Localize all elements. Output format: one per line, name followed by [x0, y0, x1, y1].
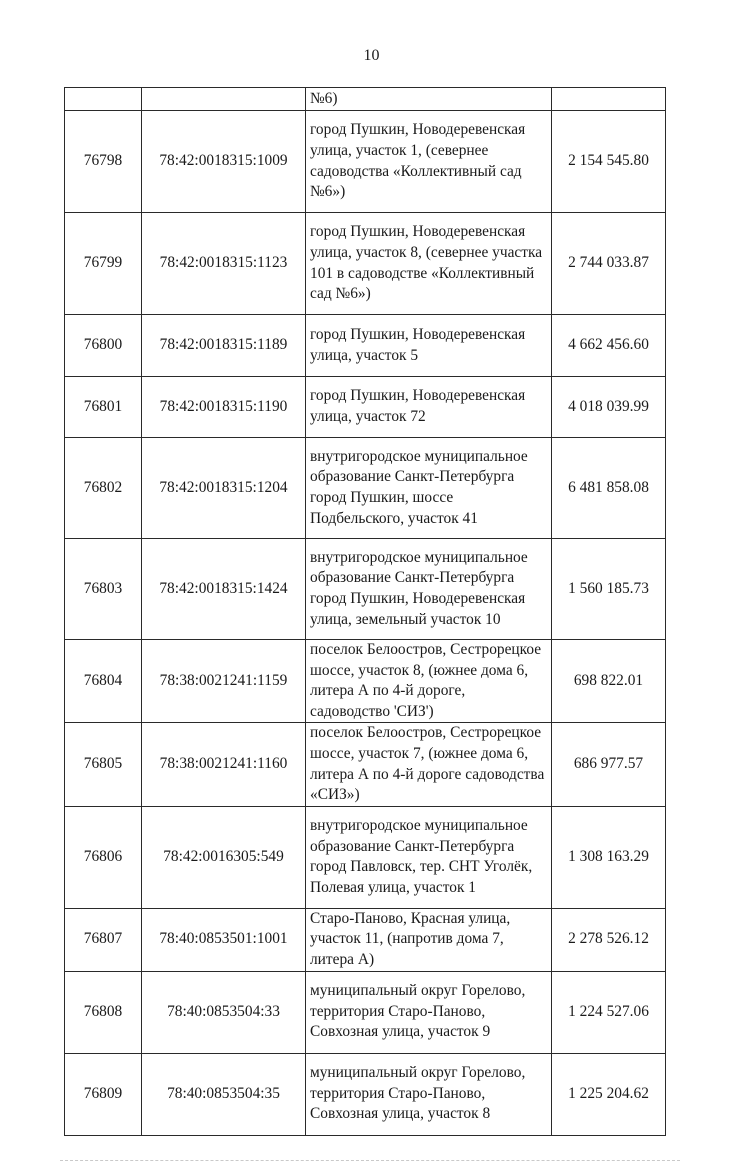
cadastral-value-cell: 686 977.57: [552, 723, 666, 806]
row-number-cell: 76801: [65, 377, 142, 438]
row-number-cell: 76806: [65, 806, 142, 908]
address-cell: поселок Белоостров, Сестрорецкое шоссе, участок 7, (южнее дома 6, литера А по 4-й дороге садоводства «СИЗ»): [306, 723, 552, 806]
cadastral-number-cell: 78:40:0853504:33: [142, 971, 306, 1053]
address-cell: №6): [306, 88, 552, 111]
address-cell: поселок Белоостров, Сестрорецкое шоссе, участок 8, (южнее дома 6, литера А по 4-й дороге, садоводство 'СИЗ'): [306, 640, 552, 723]
table-row: [65, 111, 666, 213]
cadastral-value-cell: 2 154 545.80: [552, 111, 666, 213]
cadastral-value-table: [64, 87, 666, 1136]
row-number-cell: 76809: [65, 1053, 142, 1135]
page-number: 10: [363, 47, 380, 64]
row-number-cell: 76803: [65, 539, 142, 640]
table-row: [65, 971, 666, 1053]
cadastral-value-cell: 1 308 163.29: [552, 806, 666, 908]
cadastral-value-cell: 1 224 527.06: [552, 971, 666, 1053]
cadastral-value-cell: 4 662 456.60: [552, 315, 666, 377]
table-row: [65, 539, 666, 640]
address-cell: Старо-Паново, Красная улица, участок 11, (напротив дома 7, литера А): [306, 908, 552, 971]
table-row: [65, 640, 666, 723]
cadastral-value-cell: 1 560 185.73: [552, 539, 666, 640]
row-number-cell: 76805: [65, 723, 142, 806]
table-row: [65, 806, 666, 908]
row-number-cell: 76808: [65, 971, 142, 1053]
row-number-cell: 76807: [65, 908, 142, 971]
table-row: [65, 438, 666, 539]
cadastral-value-cell: 6 481 858.08: [552, 438, 666, 539]
row-number-cell: 76802: [65, 438, 142, 539]
address-cell: город Пушкин, Новодеревенская улица, участок 72: [306, 377, 552, 438]
cadastral-number-cell: 78:42:0018315:1009: [142, 111, 306, 213]
cadastral-value-cell: 4 018 039.99: [552, 377, 666, 438]
cadastral-number-cell: 78:42:0018315:1123: [142, 213, 306, 315]
cadastral-number-cell: 78:42:0018315:1190: [142, 377, 306, 438]
address-cell: муниципальный округ Горелово, территория Старо-Паново, Совхозная улица, участок 8: [306, 1053, 552, 1135]
cadastral-number-cell: 78:42:0016305:549: [142, 806, 306, 908]
cadastral-value-cell: 1 225 204.62: [552, 1053, 666, 1135]
address-cell: город Пушкин, Новодеревенская улица, участок 8, (севернее участка 101 в садоводстве «Коллективный сад №6»): [306, 213, 552, 315]
cadastral-value-cell: 2 278 526.12: [552, 908, 666, 971]
table-row: [65, 213, 666, 315]
address-cell: город Пушкин, Новодеревенская улица, участок 5: [306, 315, 552, 377]
cadastral-value-cell: [552, 88, 666, 111]
address-cell: внутригородское муниципальное образование Санкт-Петербурга город Павловск, тер. СНТ Уголёк, Полевая улица, участок 1: [306, 806, 552, 908]
cadastral-number-cell: 78:38:0021241:1159: [142, 640, 306, 723]
row-number-cell: [65, 88, 142, 111]
address-cell: муниципальный округ Горелово, территория Старо-Паново, Совхозная улица, участок 9: [306, 971, 552, 1053]
address-cell: город Пушкин, Новодеревенская улица, участок 1, (севернее садоводства «Коллективный сад №6»): [306, 111, 552, 213]
cadastral-number-cell: [142, 88, 306, 111]
cadastral-value-cell: 698 822.01: [552, 640, 666, 723]
address-cell: внутригородское муниципальное образование Санкт-Петербурга город Пушкин, Новодеревенская улица, земельный участок 10: [306, 539, 552, 640]
row-number-cell: 76804: [65, 640, 142, 723]
cadastral-number-cell: 78:40:0853504:35: [142, 1053, 306, 1135]
cadastral-number-cell: 78:42:0018315:1204: [142, 438, 306, 539]
cadastral-number-cell: 78:42:0018315:1189: [142, 315, 306, 377]
table-row: [65, 1053, 666, 1135]
scan-edge-line: [60, 1160, 680, 1162]
cadastral-value-cell: 2 744 033.87: [552, 213, 666, 315]
address-cell: внутригородское муниципальное образование Санкт-Петербурга город Пушкин, шоссе Подбельского, участок 41: [306, 438, 552, 539]
table-row: [65, 315, 666, 377]
row-number-cell: 76799: [65, 213, 142, 315]
table-row: [65, 908, 666, 971]
row-number-cell: 76800: [65, 315, 142, 377]
cadastral-number-cell: 78:42:0018315:1424: [142, 539, 306, 640]
cadastral-number-cell: 78:38:0021241:1160: [142, 723, 306, 806]
table-row-continuation: [65, 88, 666, 111]
table-row: [65, 377, 666, 438]
row-number-cell: 76798: [65, 111, 142, 213]
table-row: [65, 723, 666, 806]
cadastral-number-cell: 78:40:0853501:1001: [142, 908, 306, 971]
